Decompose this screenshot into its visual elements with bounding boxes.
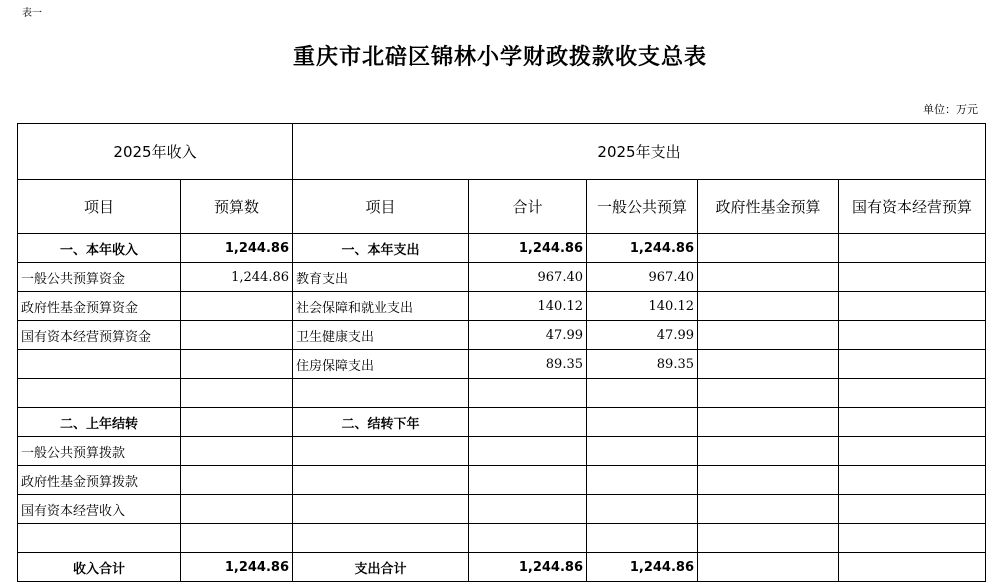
table-cell: 二、上年结转 xyxy=(18,408,181,437)
table-cell: 国有资本经营预算资金 xyxy=(18,321,181,350)
table-cell xyxy=(469,437,587,466)
income-section-header: 2025年收入 xyxy=(18,124,293,180)
table-cell: 二、结转下年 xyxy=(293,408,469,437)
table-cell xyxy=(469,524,587,553)
table-cell xyxy=(181,437,293,466)
table-cell xyxy=(18,350,181,379)
table-cell xyxy=(839,379,986,408)
table-cell: 1,244.86 xyxy=(587,553,698,582)
table-cell: 1,244.86 xyxy=(181,553,293,582)
table-cell: 140.12 xyxy=(469,292,587,321)
table-cell xyxy=(18,524,181,553)
table-cell xyxy=(839,437,986,466)
table-cell xyxy=(698,321,839,350)
table-cell xyxy=(698,553,839,582)
table-cell: 一般公共预算拨款 xyxy=(18,437,181,466)
table-cell: 140.12 xyxy=(587,292,698,321)
column-header: 国有资本经营预算 xyxy=(839,180,986,234)
table-cell: 政府性基金预算资金 xyxy=(18,292,181,321)
table-cell xyxy=(469,379,587,408)
header-row-columns xyxy=(18,180,986,234)
table-cell xyxy=(587,437,698,466)
table-cell xyxy=(839,234,986,263)
table-cell xyxy=(293,437,469,466)
budget-table xyxy=(17,123,986,582)
table-cell: 967.40 xyxy=(587,263,698,292)
table-row xyxy=(18,379,986,408)
table-cell xyxy=(839,553,986,582)
table-cell: 一、本年收入 xyxy=(18,234,181,263)
table-row xyxy=(18,350,986,379)
table-cell xyxy=(839,408,986,437)
table-cell xyxy=(18,379,181,408)
table-cell xyxy=(469,466,587,495)
table-cell: 89.35 xyxy=(587,350,698,379)
table-row xyxy=(18,263,986,292)
table-cell xyxy=(587,408,698,437)
table-row xyxy=(18,321,986,350)
table-cell: 收入合计 xyxy=(18,553,181,582)
page-title: 重庆市北碚区锦林小学财政拨款收支总表 xyxy=(292,44,707,70)
table-cell xyxy=(698,263,839,292)
table-row xyxy=(18,466,986,495)
column-header: 一般公共预算 xyxy=(587,180,698,234)
table-row xyxy=(18,495,986,524)
table-cell xyxy=(839,524,986,553)
table-cell xyxy=(587,466,698,495)
table-cell: 一般公共预算资金 xyxy=(18,263,181,292)
table-cell xyxy=(698,379,839,408)
table-cell xyxy=(587,524,698,553)
table-cell xyxy=(181,350,293,379)
table-cell: 1,244.86 xyxy=(469,234,587,263)
table-cell: 47.99 xyxy=(469,321,587,350)
column-header: 合计 xyxy=(469,180,587,234)
table-cell: 政府性基金预算拨款 xyxy=(18,466,181,495)
table-cell: 47.99 xyxy=(587,321,698,350)
table-cell xyxy=(181,466,293,495)
table-row xyxy=(18,292,986,321)
table-cell: 社会保障和就业支出 xyxy=(293,292,469,321)
table-row xyxy=(18,234,986,263)
table-cell: 支出合计 xyxy=(293,553,469,582)
header-row-sections xyxy=(18,124,986,180)
table-cell: 1,244.86 xyxy=(181,234,293,263)
table-cell: 卫生健康支出 xyxy=(293,321,469,350)
table-cell xyxy=(293,379,469,408)
table-cell xyxy=(293,495,469,524)
table-cell: 89.35 xyxy=(469,350,587,379)
table-cell xyxy=(698,408,839,437)
table-cell xyxy=(469,495,587,524)
table-cell xyxy=(181,321,293,350)
table-cell xyxy=(181,408,293,437)
table-cell xyxy=(587,379,698,408)
table-cell xyxy=(181,379,293,408)
table-cell: 一、本年支出 xyxy=(293,234,469,263)
table-cell xyxy=(839,495,986,524)
table-row xyxy=(18,553,986,582)
table-cell xyxy=(698,437,839,466)
table-cell xyxy=(698,524,839,553)
table-cell xyxy=(587,495,698,524)
form-label: 表一 xyxy=(22,8,42,19)
expense-section-header: 2025年支出 xyxy=(293,124,986,180)
table-cell xyxy=(181,495,293,524)
table-cell: 1,244.86 xyxy=(587,234,698,263)
table-cell xyxy=(839,321,986,350)
table-cell xyxy=(698,350,839,379)
table-cell xyxy=(839,292,986,321)
table-cell xyxy=(293,524,469,553)
table-cell xyxy=(293,466,469,495)
table-cell: 967.40 xyxy=(469,263,587,292)
unit-label: 单位：万元 xyxy=(923,103,978,116)
table-cell xyxy=(698,466,839,495)
column-header: 项目 xyxy=(293,180,469,234)
table-cell: 1,244.86 xyxy=(181,263,293,292)
table-cell: 教育支出 xyxy=(293,263,469,292)
table-cell xyxy=(698,234,839,263)
column-header: 项目 xyxy=(18,180,181,234)
table-cell xyxy=(839,350,986,379)
table-cell: 国有资本经营收入 xyxy=(18,495,181,524)
table-cell xyxy=(839,263,986,292)
table-row xyxy=(18,408,986,437)
table-cell: 1,244.86 xyxy=(469,553,587,582)
table-row xyxy=(18,437,986,466)
table-cell: 住房保障支出 xyxy=(293,350,469,379)
table-row xyxy=(18,524,986,553)
table-cell xyxy=(181,292,293,321)
column-header: 政府性基金预算 xyxy=(698,180,839,234)
table-cell xyxy=(839,466,986,495)
table-cell xyxy=(181,524,293,553)
column-header: 预算数 xyxy=(181,180,293,234)
table-cell xyxy=(698,495,839,524)
table-cell xyxy=(698,292,839,321)
table-cell xyxy=(469,408,587,437)
